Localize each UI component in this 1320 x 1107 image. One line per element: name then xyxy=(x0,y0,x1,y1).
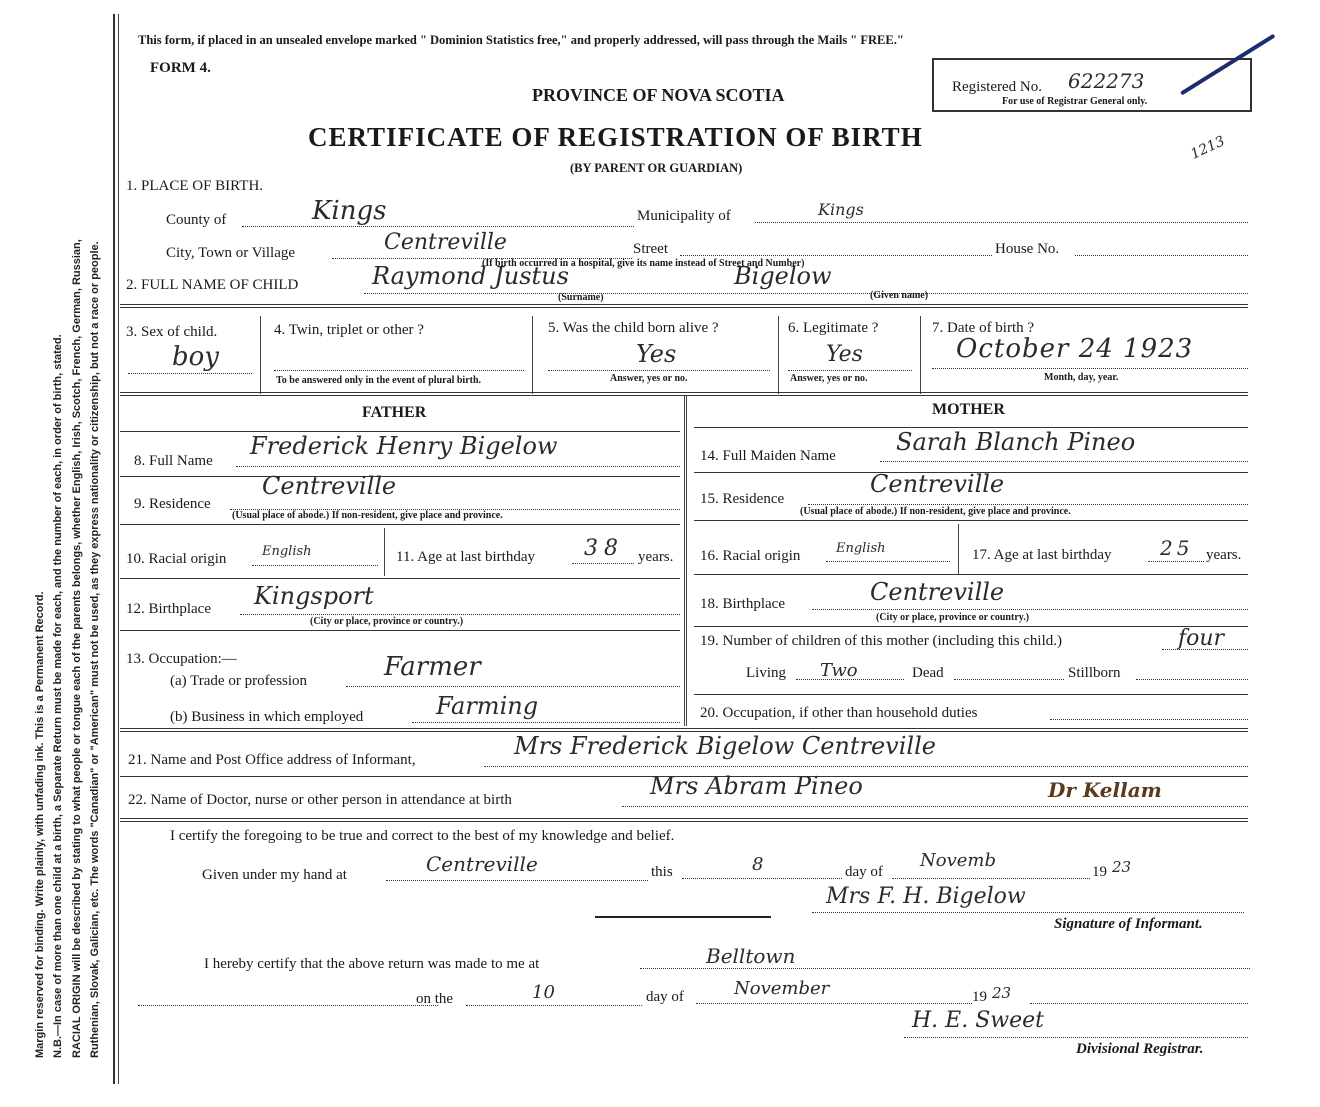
house-line xyxy=(1075,255,1248,256)
dob-label: 7. Date of birth ? xyxy=(932,320,1035,336)
dead-label: Dead xyxy=(912,665,944,681)
city-label: City, Town or Village xyxy=(166,245,296,261)
informant-label: 21. Name and Post Office address of Informant, xyxy=(128,752,416,768)
living-value: Two xyxy=(820,660,858,681)
province-heading: PROVINCE OF NOVA SCOTIA xyxy=(532,85,785,105)
registrar-place-value: Belltown xyxy=(706,944,796,968)
parents-column-divider xyxy=(684,396,687,726)
children-value: four xyxy=(1178,626,1225,651)
alive-value: Yes xyxy=(636,340,677,368)
mother-occupation-label: 20. Occupation, if other than household duties xyxy=(700,705,978,721)
divider-row-19 xyxy=(694,694,1248,695)
legitimate-label: 6. Legitimate ? xyxy=(788,320,879,336)
given-month-line xyxy=(892,878,1090,879)
given-year-prefix: 19 xyxy=(1092,864,1107,880)
vdiv-3-4 xyxy=(260,316,261,394)
municipality-label: Municipality of xyxy=(637,208,731,224)
mother-residence-hint: (Usual place of abode.) If non-resident, give place and province. xyxy=(800,506,1071,517)
father-residence-hint: (Usual place of abode.) If non-resident, give place and province. xyxy=(232,510,503,521)
divider-row-12 xyxy=(120,630,680,631)
father-age-value: 38 xyxy=(584,536,624,561)
mother-years-label: years. xyxy=(1206,547,1242,563)
street-line xyxy=(680,255,992,256)
certificate-title: CERTIFICATE OF REGISTRATION OF BIRTH xyxy=(308,122,923,152)
business-value: Farming xyxy=(436,692,539,720)
margin-note-racial-origin-1: RACIAL ORIGIN will be described by stating to what people or tongue each of the parents belongs, whether English, Irish, Scotch, French, German, Russian, xyxy=(71,239,83,1058)
vdiv-10-11 xyxy=(384,528,385,576)
given-place-line xyxy=(386,880,648,881)
divider-row-15 xyxy=(694,520,1248,521)
trade-line xyxy=(346,686,680,687)
mail-notice: This form, if placed in an unsealed envelope marked " Dominion Statistics free," and properly addressed, will pass through the Mails " FREE." xyxy=(138,33,904,47)
stillborn-line xyxy=(1136,679,1248,680)
mother-racial-line xyxy=(826,561,950,562)
father-birthplace-hint: (City or place, province or country.) xyxy=(310,616,464,627)
municipality-line xyxy=(755,222,1248,223)
father-birthplace-value: Kingsport xyxy=(254,582,374,610)
informant-underline xyxy=(595,916,771,918)
given-day-value: 8 xyxy=(752,854,764,875)
given-place-value: Centreville xyxy=(426,852,538,876)
margin-note-binding: Margin reserved for binding. Write plainly, with unfading ink. This is a Permanent Record. xyxy=(34,591,46,1058)
registrar-note: For use of Registrar General only. xyxy=(1002,96,1148,107)
form-number: FORM 4. xyxy=(150,60,211,76)
informant-line xyxy=(484,766,1248,767)
doctor-line xyxy=(622,806,1248,807)
registrar-day-line xyxy=(466,1005,642,1006)
informant-signature: Mrs F. H. Bigelow xyxy=(826,884,1026,909)
father-residence-label: 9. Residence xyxy=(134,496,211,512)
surname-hint: (Surname) xyxy=(558,292,604,303)
child-name-label: 2. FULL NAME OF CHILD xyxy=(126,277,299,293)
margin-note-racial-origin-2: Ruthenian, Slovak, Galician, etc. The words "Canadian" or "American" must not be used, as they express nationality or citizenship, but not a race or people. xyxy=(89,241,101,1058)
registrar-signature: H. E. Sweet xyxy=(912,1008,1044,1033)
mother-name-value: Sarah Blanch Pineo xyxy=(896,428,1136,456)
living-label: Living xyxy=(746,665,786,681)
vdiv-6-7 xyxy=(920,316,921,394)
mother-heading: MOTHER xyxy=(932,401,1005,418)
hospital-note: (If birth occurred in a hospital, give its name instead of Street and Number) xyxy=(482,258,805,269)
father-name-value: Frederick Henry Bigelow xyxy=(250,432,558,460)
father-name-label: 8. Full Name xyxy=(134,453,213,469)
registrar-year-line xyxy=(1030,1003,1248,1004)
registrar-place-line xyxy=(640,968,1250,969)
dob-line xyxy=(932,368,1248,369)
dob-value: October 24 1923 xyxy=(956,334,1194,364)
certificate-subtitle: (BY PARENT OR GUARDIAN) xyxy=(570,161,743,175)
mother-name-label: 14. Full Maiden Name xyxy=(700,448,836,464)
corner-mark: 1213 xyxy=(1188,133,1228,163)
stillborn-label: Stillborn xyxy=(1068,665,1121,681)
children-line xyxy=(1162,649,1248,650)
alive-hint: Answer, yes or no. xyxy=(610,373,688,384)
county-value: Kings xyxy=(312,196,387,226)
sex-value: boy xyxy=(172,342,219,372)
mother-birthplace-line xyxy=(812,609,1248,610)
mother-age-label: 17. Age at last birthday xyxy=(972,547,1112,563)
mother-birthplace-value: Centreville xyxy=(870,578,1005,606)
registered-box xyxy=(932,58,1252,112)
father-age-line xyxy=(572,563,634,564)
alive-label: 5. Was the child born alive ? xyxy=(548,320,719,336)
mother-occupation-line xyxy=(1050,719,1248,720)
doctor-label: 22. Name of Doctor, nurse or other person in attendance at birth xyxy=(128,792,512,808)
trade-value: Farmer xyxy=(384,652,481,682)
twin-line xyxy=(274,370,524,371)
father-racial-label: 10. Racial origin xyxy=(126,551,227,567)
registrar-month-value: November xyxy=(734,978,830,999)
divider-row-10 xyxy=(120,578,680,579)
legitimate-hint: Answer, yes or no. xyxy=(790,373,868,384)
vdiv-16-17 xyxy=(958,524,959,574)
informant-value: Mrs Frederick Bigelow Centreville xyxy=(514,732,936,760)
mother-racial-label: 16. Racial origin xyxy=(700,548,801,564)
registrar-year-value: 23 xyxy=(992,984,1012,1002)
father-residence-value: Centreville xyxy=(262,472,397,500)
mother-name-line xyxy=(880,461,1248,462)
informant-signature-label: Signature of Informant. xyxy=(1054,916,1203,932)
registered-number: 622273 xyxy=(1068,69,1145,93)
given-day-of-label: day of xyxy=(845,864,883,880)
given-month-value: Novemb xyxy=(920,850,996,871)
dead-line xyxy=(954,679,1064,680)
registrar-year-prefix: 19 xyxy=(972,989,987,1005)
county-line xyxy=(242,226,634,227)
mother-residence-value: Centreville xyxy=(870,470,1005,498)
registrar-day-of-label: day of xyxy=(646,989,684,1005)
registrar-signature-line xyxy=(904,1037,1248,1038)
registrar-day-value: 10 xyxy=(532,982,555,1003)
father-racial-line xyxy=(252,565,378,566)
sex-label: 3. Sex of child. xyxy=(126,324,218,340)
twin-hint: To be answered only in the event of plural birth. xyxy=(276,375,482,386)
given-name-hint: (Given name) xyxy=(870,290,929,301)
informant-signature-line xyxy=(812,912,1244,913)
county-label: County of xyxy=(166,212,227,228)
alive-line xyxy=(548,370,770,371)
binding-margin-line xyxy=(113,14,115,1084)
divider-certify-top xyxy=(120,818,1248,822)
twin-label: 4. Twin, triplet or other ? xyxy=(274,322,424,338)
father-heading: FATHER xyxy=(362,404,427,421)
father-name-line xyxy=(236,466,680,467)
given-label: Given under my hand at xyxy=(202,867,347,883)
business-line xyxy=(412,722,680,723)
given-day-line xyxy=(682,878,842,879)
doctor-value-2: Dr Kellam xyxy=(1048,778,1162,802)
registrar-statement: I hereby certify that the above return was made to me at xyxy=(204,956,540,972)
registrar-left-line xyxy=(138,1005,438,1006)
mother-birthplace-label: 18. Birthplace xyxy=(700,596,785,612)
mother-racial-value: English xyxy=(836,541,886,556)
divider-row-9 xyxy=(120,524,680,525)
father-occupation-label: 13. Occupation:— xyxy=(126,651,237,667)
child-surname-value: Bigelow xyxy=(734,262,832,290)
street-label: Street xyxy=(633,241,668,257)
father-age-label: 11. Age at last birthday xyxy=(396,549,535,565)
divider-row-18 xyxy=(694,626,1248,627)
place-of-birth-heading: 1. PLACE OF BIRTH. xyxy=(126,178,264,194)
registrar-on-label: on the xyxy=(416,991,454,1007)
divider-child-row-top xyxy=(120,304,1248,308)
father-birthplace-label: 12. Birthplace xyxy=(126,601,211,617)
child-name-line xyxy=(364,293,1248,294)
divider-row-8 xyxy=(120,476,680,477)
father-years-label: years. xyxy=(638,549,674,565)
children-label: 19. Number of children of this mother (including this child.) xyxy=(700,633,1063,649)
given-this-label: this xyxy=(651,864,673,880)
divider-row-16 xyxy=(694,574,1248,575)
mother-birthplace-hint: (City or place, province or country.) xyxy=(876,612,1030,623)
legitimate-value: Yes xyxy=(826,342,863,367)
trade-label: (a) Trade or profession xyxy=(170,673,308,689)
municipality-value: Kings xyxy=(818,200,864,219)
father-racial-value: English xyxy=(262,544,312,559)
certify-statement: I certify the foregoing to be true and correct to the best of my knowledge and belief. xyxy=(170,828,675,844)
father-birthplace-line xyxy=(240,614,680,615)
vdiv-5-6 xyxy=(778,316,779,394)
registrar-signature-label: Divisional Registrar. xyxy=(1076,1041,1204,1057)
vdiv-4-5 xyxy=(532,316,533,394)
margin-note-plural-birth: N.B.—In case of more than one child at a birth, a Separate Return must be made for each, and the number of each, in order of birth, stated. xyxy=(52,334,64,1058)
binding-margin-line-inner xyxy=(118,14,119,1084)
mother-age-line xyxy=(1148,561,1204,562)
mother-residence-label: 15. Residence xyxy=(700,491,785,507)
mother-residence-line xyxy=(808,504,1248,505)
business-label: (b) Business in which employed xyxy=(170,709,364,725)
city-value: Centreville xyxy=(384,230,507,255)
child-given-value: Raymond Justus xyxy=(372,262,569,290)
dob-hint: Month, day, year. xyxy=(1044,372,1119,383)
sex-line xyxy=(128,373,252,374)
house-label: House No. xyxy=(995,241,1060,257)
registered-label: Registered No. xyxy=(952,79,1042,95)
mother-age-value: 25 xyxy=(1160,536,1194,560)
doctor-value: Mrs Abram Pineo xyxy=(650,772,863,800)
legitimate-line xyxy=(788,370,912,371)
given-year-value: 23 xyxy=(1112,858,1132,876)
registrar-month-line xyxy=(696,1003,972,1004)
